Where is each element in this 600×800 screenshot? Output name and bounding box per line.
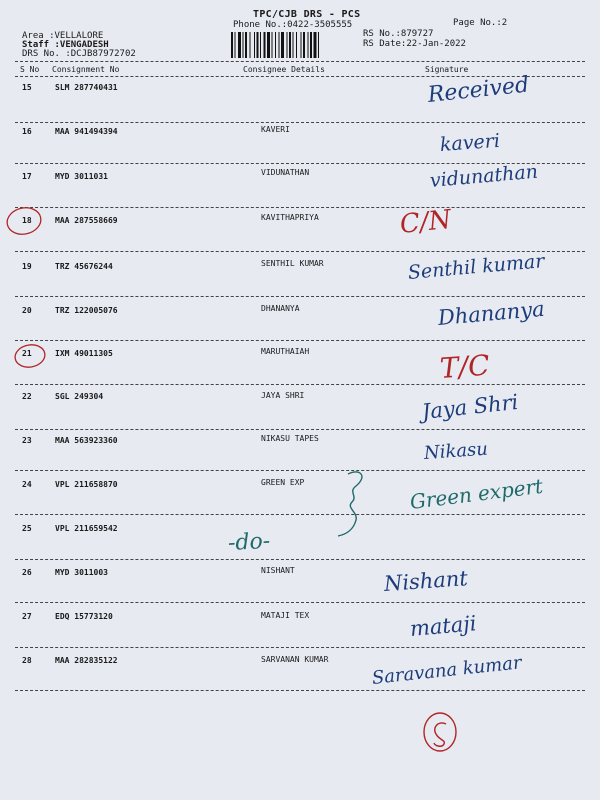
- row-consignee: DHANANYA: [261, 304, 300, 313]
- row-signature: Received: [426, 72, 531, 108]
- rs-date: RS Date:22-Jan-2022: [363, 39, 466, 49]
- row-sno: 28: [22, 656, 32, 665]
- row-signature: mataji: [408, 611, 478, 641]
- row-signature: Nishant: [383, 566, 469, 596]
- row-consignment: VPL 211658870: [55, 480, 118, 489]
- column-header-sno: S No: [20, 65, 40, 74]
- row-consignment: IXM 49011305: [55, 349, 113, 358]
- row-divider: [15, 207, 585, 208]
- row-divider: [15, 429, 585, 430]
- row-consignment: MAA 287558669: [55, 216, 118, 225]
- row-signature: Saravana kumar: [370, 652, 523, 689]
- row-consignee: KAVERI: [261, 125, 290, 134]
- row-signature: Jaya Shri: [420, 389, 520, 424]
- rs-number: RS No.:879727: [363, 29, 434, 39]
- row-sno: 23: [22, 436, 32, 445]
- ditto-brace-mark: [318, 466, 368, 546]
- row-consignment: MAA 282835122: [55, 656, 118, 665]
- row-divider: [15, 470, 585, 471]
- row-sno: 24: [22, 480, 32, 489]
- row-sno: 22: [22, 392, 32, 401]
- row-consignee: SENTHIL KUMAR: [261, 259, 324, 268]
- area-label: Area :VELLALORE: [22, 31, 104, 41]
- row-consignment: VPL 211659542: [55, 524, 118, 533]
- row-consignment: MYD 3011003: [55, 568, 108, 577]
- row-divider: [15, 690, 585, 691]
- row-consignee: JAYA SHRI: [261, 391, 305, 400]
- barcode: [231, 32, 359, 58]
- row-sno: 18: [22, 216, 32, 225]
- row-consignee: SARVANAN KUMAR: [261, 655, 329, 664]
- row-sno: 19: [22, 262, 32, 271]
- column-header-consignment: Consignment No: [52, 65, 120, 74]
- row-signature: T/C: [438, 348, 491, 385]
- row-divider: [15, 559, 585, 560]
- row-signature: Dhananya: [436, 296, 546, 330]
- row-sno: 20: [22, 306, 32, 315]
- row-consignment: SGL 249304: [55, 392, 104, 401]
- row-sno: 26: [22, 568, 32, 577]
- row-divider: [15, 340, 585, 341]
- drs-number: DRS No. :DCJB87972702: [22, 49, 136, 59]
- row-consignee: KAVITHAPRIYA: [261, 213, 319, 222]
- staff-label: Staff :VENGADESH: [22, 40, 109, 50]
- row-sno: 15: [22, 83, 32, 92]
- row-consignment: EDQ 15773120: [55, 612, 113, 621]
- row-consignee: VIDUNATHAN: [261, 168, 310, 177]
- row-signature: vidunathan: [429, 160, 539, 192]
- row-consignee: NIKASU TAPES: [261, 434, 319, 443]
- row-signature: Senthil kumar: [407, 250, 546, 284]
- column-header-signature: Signature: [425, 65, 469, 74]
- row-consignment: TRZ 45676244: [55, 262, 113, 271]
- sheet-title: TPC/CJB DRS - PCS: [253, 9, 361, 20]
- row-consignment: TRZ 122005076: [55, 306, 118, 315]
- row-divider: [15, 251, 585, 252]
- row-sno: 16: [22, 127, 32, 136]
- row-consignment: SLM 287740431: [55, 83, 118, 92]
- column-header-consignee: Consignee Details: [243, 65, 325, 74]
- row-signature: kaveri: [439, 129, 501, 156]
- row-sno: 17: [22, 172, 32, 181]
- row-divider: [15, 514, 585, 515]
- row-divider: [15, 296, 585, 297]
- row-consignee: GREEN EXP: [261, 478, 305, 487]
- row-signature: -do-: [227, 528, 271, 556]
- row-sno: 21: [22, 349, 32, 358]
- row-consignee: MATAJI TEX: [261, 611, 310, 620]
- row-consignment: MAA 563923360: [55, 436, 118, 445]
- row-consignment: MAA 941494394: [55, 127, 118, 136]
- row-signature: Nikasu: [423, 438, 489, 464]
- row-consignee: MARUTHAIAH: [261, 347, 310, 356]
- row-sno: 25: [22, 524, 32, 533]
- row-consignment: MYD 3011031: [55, 172, 108, 181]
- row-signature: C/N: [398, 204, 453, 240]
- red-stamp-mark: [420, 710, 460, 754]
- row-divider: [15, 122, 585, 123]
- row-divider: [15, 384, 585, 385]
- row-divider: [15, 602, 585, 603]
- phone-number: Phone No.:0422-3505555: [233, 20, 353, 30]
- row-consignee: NISHANT: [261, 566, 295, 575]
- row-sno: 27: [22, 612, 32, 621]
- header-rule-top: [15, 61, 585, 62]
- row-signature: Green expert: [408, 473, 545, 514]
- row-divider: [15, 647, 585, 648]
- page-number: Page No.:2: [453, 18, 508, 28]
